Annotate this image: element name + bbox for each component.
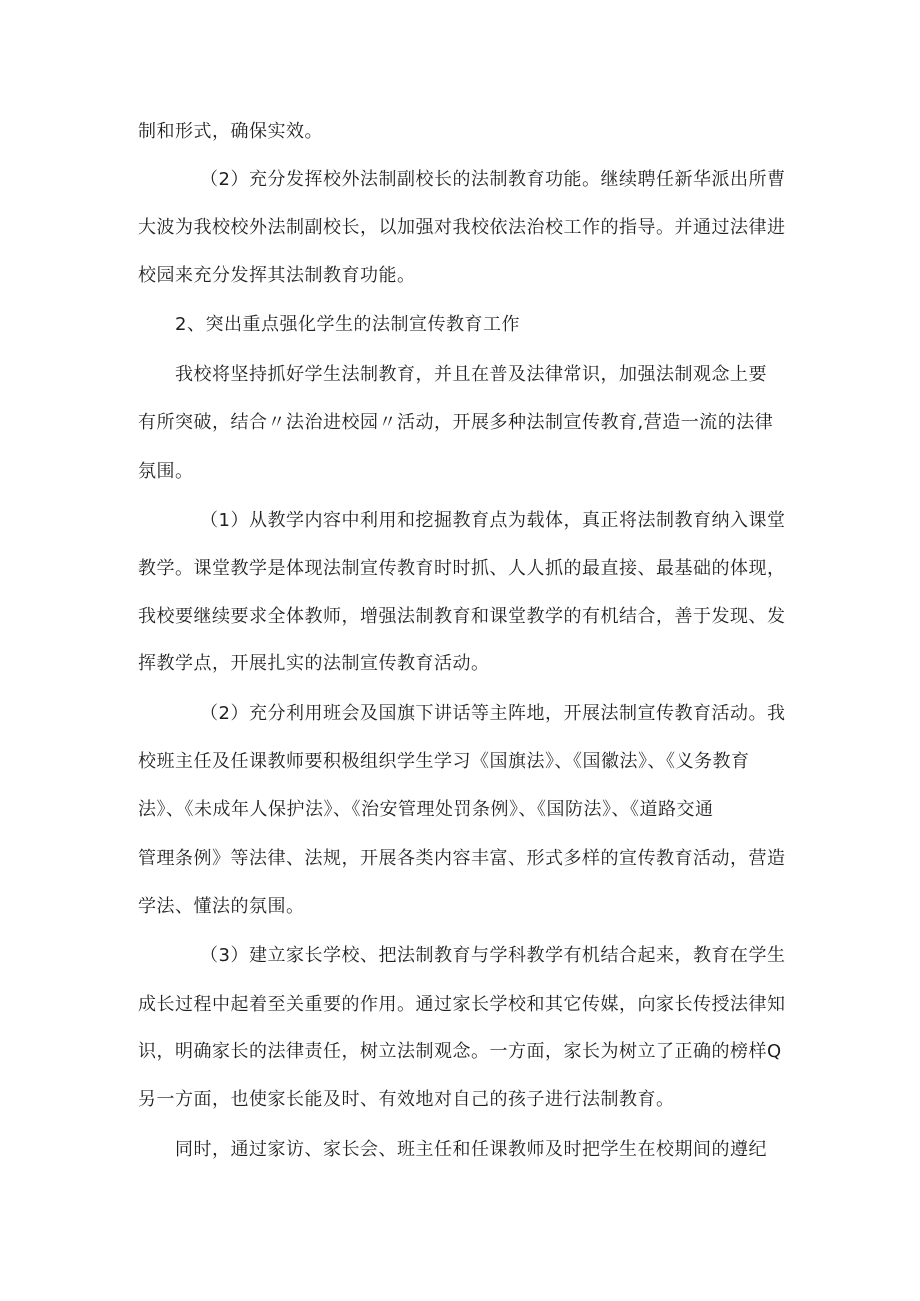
text-line: （2）充分发挥校外法制副校长的法制教育功能。继续聘任新华派出所曹 [200,169,786,190]
text-line: 挥教学点，开展扎实的法制宣传教育活动。 [138,653,490,674]
text-line: 氛围。 [138,461,194,482]
text-line: 大波为我校校外法制副校长，以加强对我校依法治校工作的指导。并通过法律进 [138,217,786,238]
text-line: 识，明确家长的法律责任，树立法制观念。一方面，家长为树立了正确的榜样Q [138,1041,782,1062]
text-line: 校班主任及任课教师要积极组织学生学习《国旗法》、《国徽法》、《义务教育 [138,751,750,772]
text-line: 校园来充分发挥其法制教育功能。 [138,265,416,286]
text-line: 另一方面，也使家长能及时、有效地对自己的孩子进行法制教育。 [138,1089,675,1110]
text-line: 法》、《未成年人保护法》、《治安管理处罚条例》、《国防法》、《道路交通 [138,799,714,820]
text-line: 管理条例》等法律、法规，开展各类内容丰富、形式多样的宣传教育活动，营造 [138,848,786,869]
section-heading: 2、突出重点强化学生的法制宣传教育工作 [175,314,520,335]
text-line: 成长过程中起着至关重要的作用。通过家长学校和其它传媒，向家长传授法律知 [138,994,786,1015]
text-line: 制和形式，确保实效。 [138,121,323,142]
text-line: 有所突破，结合〃法治进校园〃活动，开展多种法制宣传教育,营造一流的法律 [138,412,774,433]
text-line: 我校将坚持抓好学生法制教育，并且在普及法律常识，加强法制观念上要 [175,364,767,385]
text-line: （3）建立家长学校、把法制教育与学科教学有机结合起来，教育在学生 [200,945,786,966]
text-line: 我校要继续要求全体教师，增强法制教育和课堂教学的有机结合，善于发现、发 [138,606,786,627]
text-line: 教学。课堂教学是体现法制宣传教育时时抓、人人抓的最直接、最基础的体现， [138,558,786,579]
text-line: （1）从教学内容中利用和挖掘教育点为载体，真正将法制教育纳入课堂 [200,510,786,531]
text-line: 学法、懂法的氛围。 [138,896,305,917]
text-line: （2）充分利用班会及国旗下讲话等主阵地，开展法制宣传教育活动。我 [200,703,786,724]
text-line: 同时，通过家访、家长会、班主任和任课教师及时把学生在校期间的遵纪 [175,1139,767,1160]
